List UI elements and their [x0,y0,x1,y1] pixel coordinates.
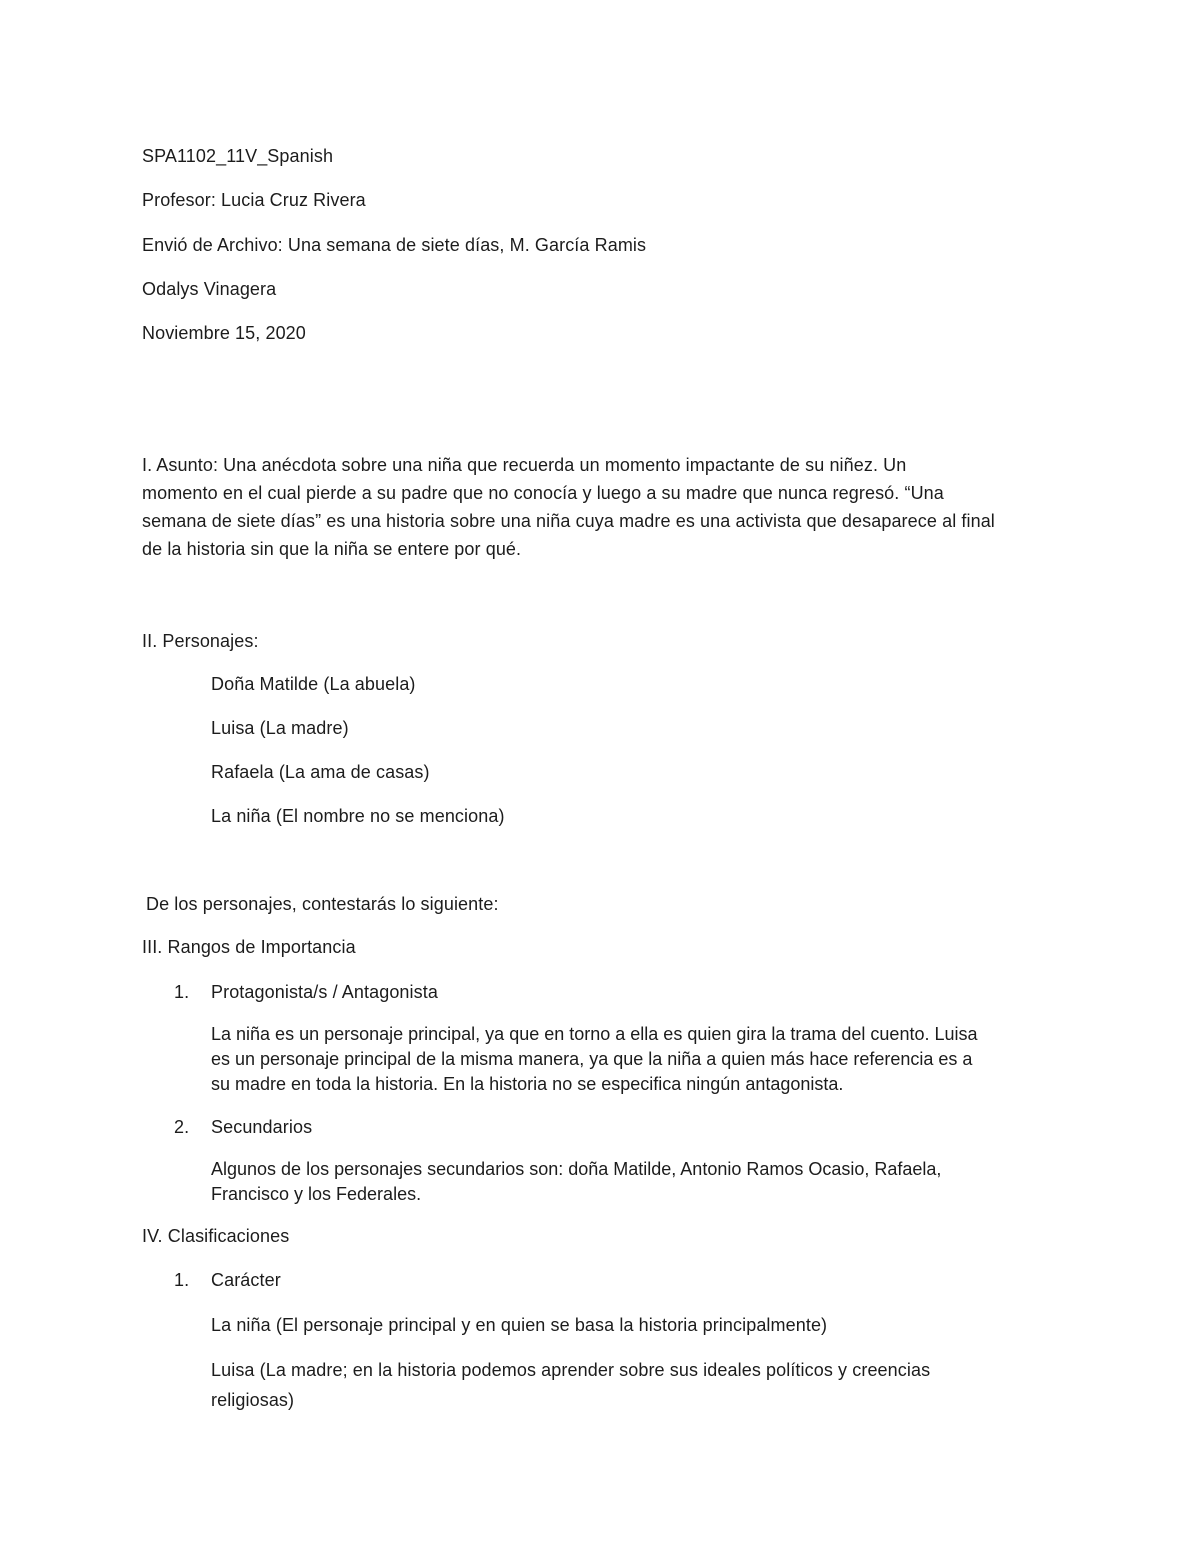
paragraph-line: La niña es un personaje principal, ya que en torno a ella es quien gira la trama del cuento. Luisa [211,1024,978,1044]
asunto-line: I. Asunto: Una anécdota sobre una niña que recuerda un momento impactante de su niñez. Un [142,455,907,475]
paragraph-line: Algunos de los personajes secundarios son: doña Matilde, Antonio Ramos Ocasio, Rafaela, [211,1159,942,1179]
section-rangos-title: III. Rangos de Importancia [142,937,356,957]
asunto-line: semana de siete días” es una historia sobre una niña cuya madre es una activista que desaparece al final [142,511,995,531]
intro-question: De los personajes, contestarás lo siguiente: [146,894,499,914]
section-asunto [142,451,995,563]
submission-date: Noviembre 15, 2020 [142,323,306,343]
list-number: 1. [174,982,190,1002]
section-personajes-title: II. Personajes: [142,631,259,651]
paragraph-line: Francisco y los Federales. [211,1184,422,1204]
secundarios-heading: Secundarios [211,1117,313,1137]
caracter-heading: Carácter [211,1270,281,1290]
paragraph-line: Luisa (La madre; en la historia podemos aprender sobre sus ideales políticos y creencias [211,1360,931,1380]
paragraph-line: es un personaje principal de la misma manera, ya que la niña a quien más hace referencia es a [211,1049,973,1069]
protagonista-paragraph [211,1022,978,1097]
list-number: 2. [174,1117,190,1137]
caracter-entry: La niña (El personaje principal y en quien se basa la historia principalmente) [211,1315,828,1335]
caracter-entry [211,1355,930,1415]
professor-line: Profesor: Lucia Cruz Rivera [142,190,366,210]
character-item: Rafaela (La ama de casas) [211,762,430,782]
paragraph-line: su madre en toda la historia. En la historia no se especifica ningún antagonista. [211,1074,844,1094]
character-item: Doña Matilde (La abuela) [211,674,416,694]
submission-line: Envió de Archivo: Una semana de siete días, M. García Ramis [142,235,647,255]
course-code: SPA1102_11V_Spanish [142,146,334,166]
asunto-line: de la historia sin que la niña se entere por qué. [142,539,522,559]
list-number: 1. [174,1270,190,1290]
student-name: Odalys Vinagera [142,279,277,299]
secundarios-paragraph [211,1157,941,1207]
character-item: Luisa (La madre) [211,718,349,738]
section-clasificaciones-title: IV. Clasificaciones [142,1226,290,1246]
protagonista-heading: Protagonista/s / Antagonista [211,982,438,1002]
character-item: La niña (El nombre no se menciona) [211,806,505,826]
asunto-line: momento en el cual pierde a su padre que no conocía y luego a su madre que nunca regresó. “Una [142,483,944,503]
paragraph-line: religiosas) [211,1390,295,1410]
